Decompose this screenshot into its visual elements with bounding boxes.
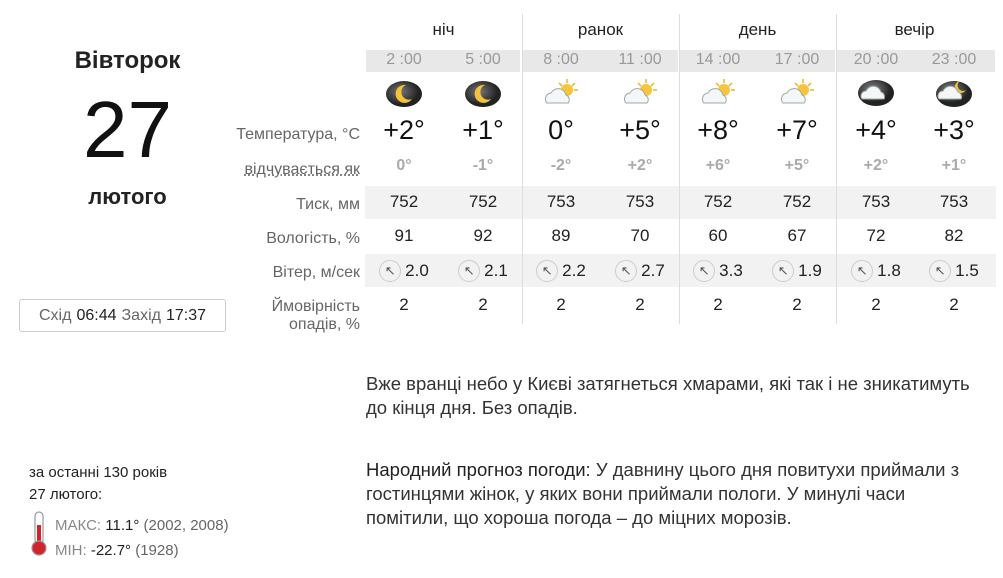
hour-precip-probability: 2: [556, 295, 566, 314]
period-morning: ранок: [577, 20, 624, 39]
sun-cloud-icon: [679, 76, 757, 110]
sunrise-label: Схід: [39, 306, 72, 324]
history-max-years: (2002, 2008): [143, 517, 229, 534]
hour-humidity: 67: [787, 226, 807, 245]
humidity-label: Вологість, %: [266, 230, 360, 247]
hour-humidity: 70: [630, 226, 650, 245]
period-night: ніч: [432, 20, 455, 39]
moon-cloud-icon: [915, 76, 993, 110]
day-name: Вівторок: [74, 47, 181, 74]
wind-speed: 2.2: [562, 261, 586, 280]
wind-direction-icon: ↖: [458, 260, 480, 282]
wind-direction-icon: ↖: [693, 260, 715, 282]
history-max: [55, 513, 229, 538]
wind-speed: 1.9: [798, 261, 822, 280]
forecast-grid: [365, 14, 996, 324]
hour-time: 20 :00: [853, 51, 899, 68]
hour-temperature: +4°: [855, 115, 897, 145]
hour-temperature: +5°: [619, 115, 661, 145]
hour-pressure: 752: [468, 192, 498, 211]
hour-feels-like: -1°: [472, 157, 494, 174]
precip-label-line1: Ймовірність: [271, 298, 360, 315]
hour-wind: [837, 260, 915, 282]
period-day: день: [738, 20, 777, 39]
hour-feels-like: +1°: [941, 157, 967, 174]
hour-wind: [601, 260, 679, 282]
wind-speed: 3.3: [719, 261, 743, 280]
sunset-time: 17:37: [165, 306, 206, 324]
moon-clear-icon: [444, 76, 522, 110]
hour-temperature: +1°: [462, 115, 504, 145]
history-max-value: 11.1°: [105, 517, 140, 534]
hour-feels-like: 0°: [396, 157, 412, 174]
history-extremes: [55, 513, 229, 563]
hour-feels-like: +5°: [784, 157, 810, 174]
hour-humidity: 92: [473, 226, 493, 245]
hour-time: 17 :00: [774, 51, 820, 68]
hour-temperature: +7°: [776, 115, 818, 145]
hour-precip-probability: 2: [871, 295, 881, 314]
wind-direction-icon: ↖: [929, 260, 951, 282]
wind-speed: 2.1: [484, 261, 508, 280]
folk-forecast-label: Народний прогноз погоди:: [366, 459, 591, 480]
wind-direction-icon: ↖: [615, 260, 637, 282]
pressure-label: Тиск, мм: [296, 196, 360, 213]
hour-feels-like: +2°: [627, 157, 653, 174]
history-min: [55, 538, 229, 563]
temperature-label: Температура, °C: [236, 126, 360, 143]
sunrise-time: 06:44: [76, 306, 117, 324]
hour-humidity: 89: [551, 226, 571, 245]
sun-cloud-icon: [522, 76, 600, 110]
wind-label: Вітер, м/сек: [272, 264, 360, 281]
folk-forecast-text: У давнину цього дня повитухи приймали з гостинцями жінок, у яких вони приймали пологи. У минулі часи помітили, що хороша погода – до міцних морозів.: [366, 459, 960, 528]
moon-clear-icon: [365, 76, 443, 110]
hour-temperature: +2°: [383, 115, 425, 145]
hour-time: 8 :00: [543, 51, 579, 68]
history-min-value: -22.7°: [90, 542, 132, 559]
hour-pressure: 753: [625, 192, 655, 211]
hour-temperature: 0°: [548, 115, 574, 145]
hour-precip-probability: 2: [635, 295, 645, 314]
month-name: лютого: [88, 184, 167, 209]
hour-wind: [679, 260, 757, 282]
history-min-years: (1928): [135, 542, 179, 559]
sunrise-sunset-box: [19, 299, 226, 332]
wind-speed: 1.5: [955, 261, 979, 280]
sunset-label: Захід: [121, 306, 161, 324]
cloudy-night-icon: [837, 76, 915, 110]
period-evening: вечір: [894, 20, 935, 39]
history-min-label: МІН:: [55, 542, 87, 559]
hour-precip-probability: 2: [713, 295, 723, 314]
wind-speed: 1.8: [877, 261, 901, 280]
hour-time: 14 :00: [695, 51, 741, 68]
forecast-description: Вже вранці небо у Києві затягнеться хмарами, які так і не зникатимуть до кінця дня. Без опадів.: [366, 373, 970, 418]
hour-pressure: 753: [861, 192, 891, 211]
hour-wind: [444, 260, 522, 282]
hour-humidity: 60: [708, 226, 728, 245]
hour-pressure: 752: [389, 192, 419, 211]
hour-feels-like: -2°: [550, 157, 572, 174]
hour-precip-probability: 2: [792, 295, 802, 314]
hour-precip-probability: 2: [399, 295, 409, 314]
hour-time: 23 :00: [931, 51, 977, 68]
hour-wind: [522, 260, 600, 282]
hour-temperature: +8°: [697, 115, 739, 145]
history-line2: 27 лютого:: [29, 486, 103, 503]
hour-time: 5 :00: [465, 51, 501, 68]
hour-wind: [758, 260, 836, 282]
hour-feels-like: +2°: [863, 157, 889, 174]
wind-speed: 2.7: [641, 261, 665, 280]
hour-time: 11 :00: [618, 51, 662, 68]
hour-time: 2 :00: [386, 51, 422, 68]
wind-direction-icon: ↖: [851, 260, 873, 282]
day-number: 27: [83, 85, 172, 174]
wind-direction-icon: ↖: [379, 260, 401, 282]
hour-pressure: 752: [782, 192, 812, 211]
hour-wind: [915, 260, 993, 282]
hour-precip-probability: 2: [478, 295, 488, 314]
sun-cloud-icon: [758, 76, 836, 110]
feels-like-label[interactable]: відчувається як: [244, 161, 360, 178]
thermometer-icon: [29, 511, 49, 562]
wind-speed: 2.0: [405, 261, 429, 280]
hour-humidity: 91: [394, 226, 414, 245]
hour-wind: [365, 260, 443, 282]
hour-precip-probability: 2: [949, 295, 959, 314]
history-caption: [29, 462, 167, 506]
folk-forecast: [366, 458, 986, 530]
sun-cloud-icon: [601, 76, 679, 110]
precip-label-line2: опадів, %: [289, 316, 360, 333]
history-line1: за останні 130 років: [29, 464, 168, 481]
history-max-label: МАКС:: [55, 517, 102, 534]
hour-humidity: 72: [866, 226, 886, 245]
hour-pressure: 752: [703, 192, 733, 211]
hour-temperature: +3°: [933, 115, 975, 145]
hour-pressure: 753: [546, 192, 576, 211]
hour-pressure: 753: [939, 192, 969, 211]
wind-direction-icon: ↖: [536, 260, 558, 282]
wind-direction-icon: ↖: [772, 260, 794, 282]
hour-feels-like: +6°: [705, 157, 731, 174]
hour-humidity: 82: [944, 226, 964, 245]
